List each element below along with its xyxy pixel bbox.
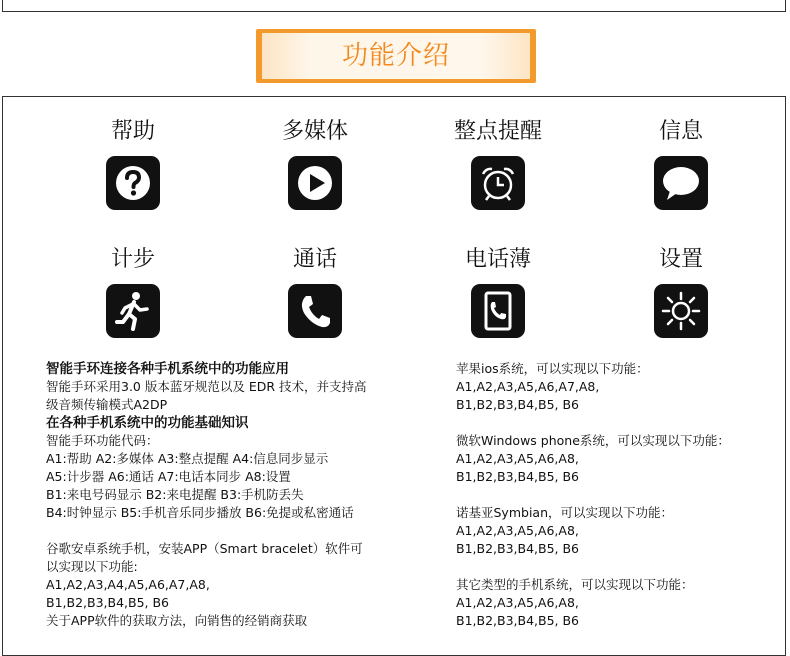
android-line-1: 谷歌安卓系统手机，安装APP（Smart bracelet）软件可: [46, 541, 363, 556]
heading-connect-apps: 智能手环连接各种手机系统中的功能应用: [46, 361, 289, 377]
symbian-title: 诺基亚Symbian，可以实现以下功能：: [456, 505, 673, 520]
feature-label: 多媒体: [281, 119, 348, 144]
codes-title: 智能手环功能代码：: [46, 433, 159, 448]
play-icon: [288, 156, 342, 210]
android-line-4: B1,B2,B3,B4,B5, B6: [46, 595, 170, 610]
symbian-a-codes: A1,A2,A3,A5,A6,A8,: [456, 523, 579, 538]
feature-message: [621, 118, 741, 210]
code-line: B1:来电号码显示 B2:来电提醒 B3:手机防丢失: [46, 487, 304, 502]
android-line-3: A1,A2,A3,A4,A5,A6,A7,A8,: [46, 577, 210, 592]
ios-b-codes: B1,B2,B3,B4,B5, B6: [456, 397, 580, 412]
right-text-column: [456, 360, 730, 630]
code-line: A1:帮助 A2:多媒体 A3:整点提醒 A4:信息同步显示: [46, 451, 329, 466]
left-text-column: [46, 360, 367, 630]
sun-icon: [654, 284, 708, 338]
other-a-codes: A1,A2,A3,A5,A6,A8,: [456, 595, 579, 610]
feature-call: [255, 246, 375, 338]
phone-handset-icon: [288, 284, 342, 338]
running-man-icon: [106, 284, 160, 338]
feature-label: 信息: [658, 119, 703, 144]
feature-label: 帮助: [110, 119, 155, 144]
title-banner-inner: [262, 33, 530, 79]
windows-title: 微软Windows phone系统，可以实现以下功能：: [456, 433, 730, 448]
alarm-clock-icon: [471, 156, 525, 210]
feature-label: 整点提醒: [453, 119, 542, 144]
android-line-5: 关于APP软件的获取方法，向销售的经销商获取: [46, 613, 308, 628]
feature-multimedia: [255, 118, 375, 210]
code-line: A5:计步器 A6:通话 A7:电话本同步 A8:设置: [46, 469, 291, 484]
intro-line-1: 智能手环采用3.0 版本蓝牙规范以及 EDR 技术，并支持高: [46, 379, 367, 394]
android-line-2: 以实现以下功能:: [46, 559, 138, 574]
other-b-codes: B1,B2,B3,B4,B5, B6: [456, 613, 580, 628]
feature-phonebook: [438, 246, 558, 338]
phonebook-icon: [471, 284, 525, 338]
feature-label: 计步: [110, 247, 155, 272]
top-frame: [2, 0, 786, 12]
ios-a-codes: A1,A2,A3,A5,A6,A7,A8,: [456, 379, 600, 394]
windows-b-codes: B1,B2,B3,B4,B5, B6: [456, 469, 580, 484]
feature-label: 电话薄: [464, 247, 531, 272]
feature-settings: [621, 246, 741, 338]
feature-label: 设置: [658, 247, 703, 272]
windows-a-codes: A1,A2,A3,A5,A6,A8,: [456, 451, 579, 466]
symbian-b-codes: B1,B2,B3,B4,B5, B6: [456, 541, 580, 556]
feature-help: [73, 118, 193, 210]
ios-title: 苹果ios系统，可以实现以下功能：: [456, 361, 649, 376]
speech-bubble-icon: [654, 156, 708, 210]
feature-pedometer: [73, 246, 193, 338]
feature-hourly-reminder: [438, 118, 558, 210]
other-title: 其它类型的手机系统，可以实现以下功能：: [456, 577, 694, 592]
heading-basic-knowledge: 在各种手机系统中的功能基础知识: [46, 415, 249, 431]
question-icon: [106, 156, 160, 210]
banner-title: 功能介绍: [341, 41, 450, 71]
code-line: B4:时钟显示 B5:手机音乐同步播放 B6:免提或私密通话: [46, 505, 354, 520]
intro-line-2: 级音频传输模式A2DP: [46, 397, 168, 412]
title-banner: [256, 29, 536, 83]
feature-label: 通话: [292, 247, 337, 272]
